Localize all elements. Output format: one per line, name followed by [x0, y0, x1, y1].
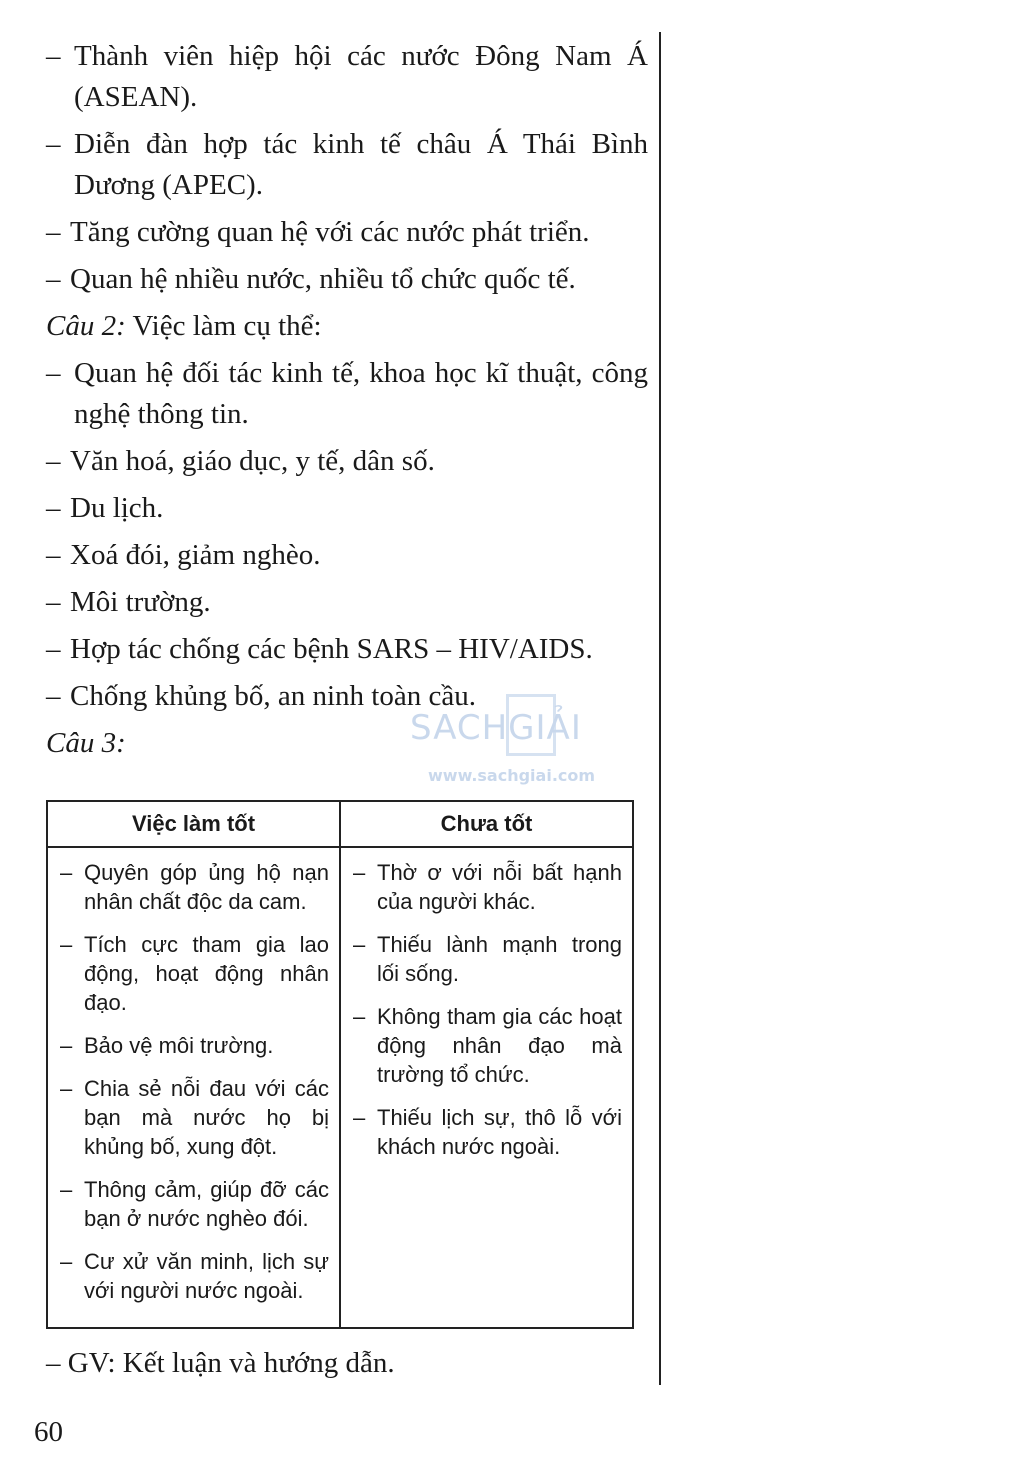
list-item: – Thông cảm, giúp đỡ các bạn ở nước nghèo đói.: [60, 1177, 329, 1231]
closing-line: – GV: Kết luận và hướng dẫn.: [46, 1347, 395, 1379]
question-2-heading: [46, 306, 648, 347]
comparison-table: [46, 800, 634, 1329]
question-label: Câu 3:: [46, 727, 126, 759]
good-actions-cell: [47, 847, 340, 1328]
list-item: – Văn hoá, giáo dục, y tế, dân số.: [46, 445, 435, 477]
column-header-good: Việc làm tốt: [47, 801, 340, 847]
watermark: [410, 690, 620, 790]
bad-actions-cell: [340, 847, 633, 1328]
list-item: – Chống khủng bố, an ninh toàn cầu.: [46, 680, 476, 712]
question-label: Câu 2:: [46, 310, 126, 342]
list-item: – Thiếu lịch sự, thô lỗ với khách nước ngoài.: [353, 1105, 622, 1159]
list-item: – Hợp tác chống các bệnh SARS – HIV/AIDS.: [46, 633, 593, 665]
list-item: – Không tham gia các hoạt động nhân đạo mà trường tổ chức.: [353, 1004, 622, 1087]
list-item: – Tăng cường quan hệ với các nước phát triển.: [46, 216, 590, 248]
list-item: – Môi trường.: [46, 586, 211, 618]
table-header-row: [47, 801, 633, 847]
list-item: – Quan hệ đối tác kinh tế, khoa học kĩ thuật, công nghệ thông tin.: [46, 357, 648, 430]
list-item: – Quan hệ nhiều nước, nhiều tổ chức quốc tế.: [46, 263, 576, 295]
list-item: – Diễn đàn hợp tác kinh tế châu Á Thái Bình Dương (APEC).: [46, 128, 648, 201]
list-item: – Du lịch.: [46, 492, 164, 524]
list-item: – Thành viên hiệp hội các nước Đông Nam Á (ASEAN).: [46, 40, 648, 113]
list-item: – Quyên góp ủng hộ nạn nhân chất độc da cam.: [60, 860, 329, 914]
column-header-bad: Chưa tốt: [340, 801, 633, 847]
list-item: – Xoá đói, giảm nghèo.: [46, 539, 321, 571]
page-content: [46, 36, 648, 770]
watermark-url: www.sachgiai.com: [428, 766, 596, 785]
page-number: 60: [34, 1416, 63, 1448]
list-item: – Cư xử văn minh, lịch sự với người nước ngoài.: [60, 1249, 329, 1303]
table-row: [47, 847, 633, 1328]
list-item: – Bảo vệ môi trường.: [60, 1033, 274, 1058]
list-item: – Chia sẻ nỗi đau với các bạn mà nước họ bị khủng bố, xung đột.: [60, 1076, 329, 1159]
list-item: – Thiếu lành mạnh trong lối sống.: [353, 932, 622, 986]
question-text: Việc làm cụ thể:: [132, 310, 322, 342]
list-item: – Tích cực tham gia lao động, hoạt động nhân đạo.: [60, 932, 329, 1015]
margin-rule: [659, 32, 661, 1385]
watermark-brand: SACHGIẢI: [410, 708, 582, 748]
list-item: – Thờ ơ với nỗi bất hạnh của người khác.: [353, 860, 622, 914]
